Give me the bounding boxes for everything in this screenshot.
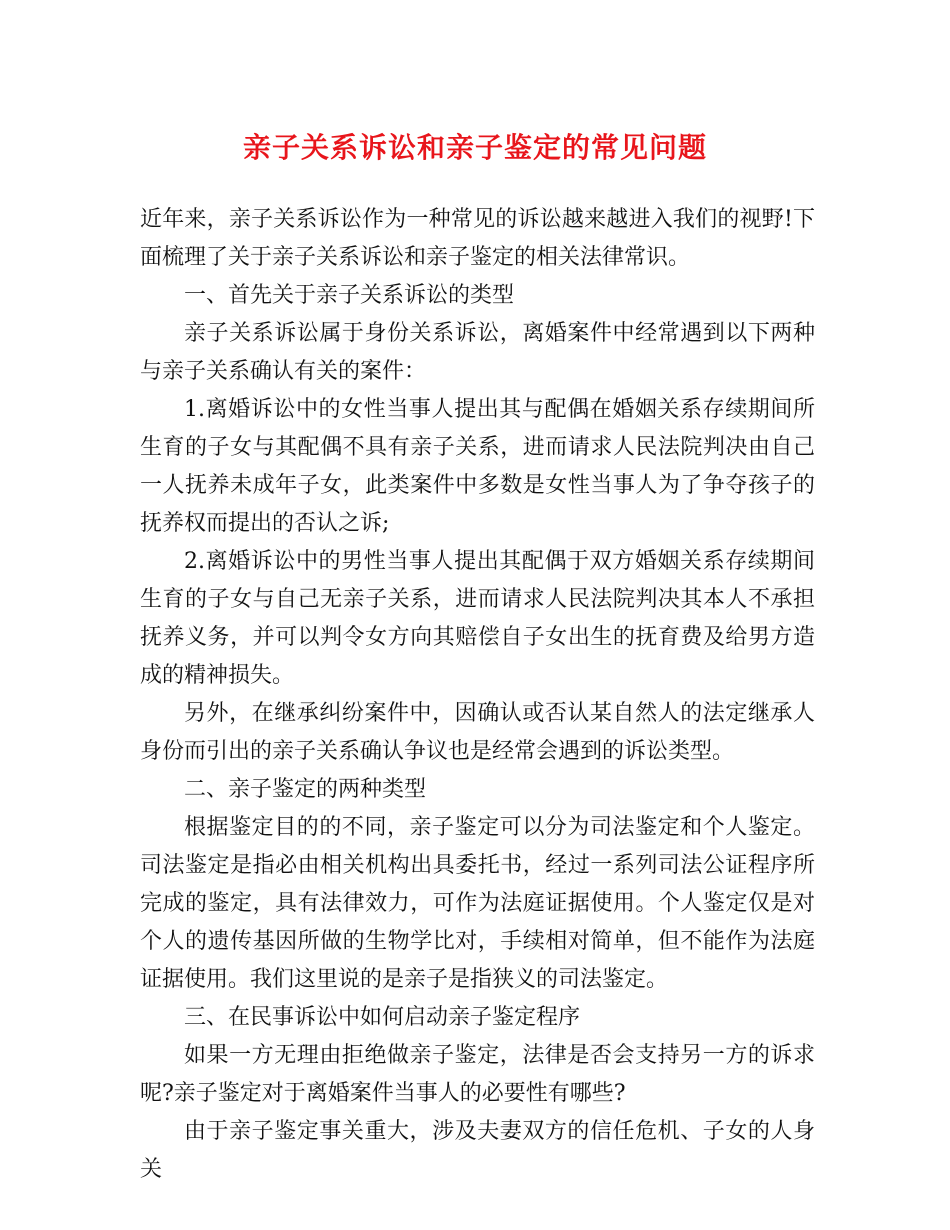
paragraph: 二、亲子鉴定的两种类型	[184, 777, 427, 802]
paragraph: 亲子关系诉讼属于身份关系诉讼，离婚案件中经常遇到以下两种与亲子关系确认有关的案件：	[140, 321, 815, 384]
document-body	[140, 201, 815, 1189]
paragraph: 根据鉴定目的的不同，亲子鉴定可以分为司法鉴定和个人鉴定。司法鉴定是指必由相关机构出具委托书，经过一系列司法公证程序所完成的鉴定，具有法律效力，可作为法庭证据使用。个人鉴定仅是对个人的遗传基因所做的生物学比对，手续相对简单，但不能作为法庭证据使用。我们这里说的是亲子是指狭义的司法鉴定。	[140, 815, 815, 992]
paragraph: 近年来，亲子关系诉讼作为一种常见的诉讼越来越进入我们的视野!下面梳理了关于亲子关系诉讼和亲子鉴定的相关法律常识。	[140, 207, 815, 270]
paragraph: 一、首先关于亲子关系诉讼的类型	[184, 283, 515, 308]
paragraph: 另外，在继承纠纷案件中，因确认或否认某自然人的法定继承人身份而引出的亲子关系确认争议也是经常会遇到的诉讼类型。	[140, 701, 815, 764]
page-title: 亲子关系诉讼和亲子鉴定的常见问题	[242, 131, 707, 164]
paragraph: 由于亲子鉴定事关重大，涉及夫妻双方的信任危机、子女的人身关	[140, 1119, 815, 1182]
paragraph: 如果一方无理由拒绝做亲子鉴定，法律是否会支持另一方的诉求呢?亲子鉴定对于离婚案件当事人的必要性有哪些?	[140, 1043, 815, 1106]
paragraph: 2.离婚诉讼中的男性当事人提出其配偶于双方婚姻关系存续期间生育的子女与自己无亲子关系，进而请求人民法院判决其本人不承担抚养义务，并可以判令女方向其赔偿自子女出生的抚育费及给男方造成的精神损失。	[140, 549, 815, 688]
paragraph: 1.离婚诉讼中的女性当事人提出其与配偶在婚姻关系存续期间所生育的子女与其配偶不具有亲子关系，进而请求人民法院判决由自己一人抚养未成年子女，此类案件中多数是女性当事人为了争夺孩子的抚养权而提出的否认之诉;	[140, 397, 815, 536]
paragraph: 三、在民事诉讼中如何启动亲子鉴定程序	[184, 1005, 581, 1030]
